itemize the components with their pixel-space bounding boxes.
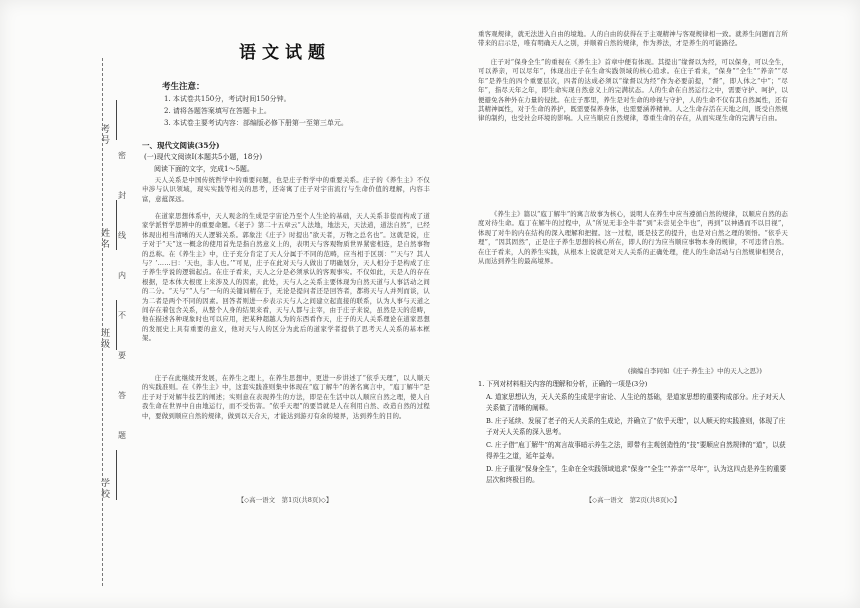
question-stem: 1. 下列对材料相关内容的理解和分析，正确的一项是(3分): [478, 380, 648, 388]
school-line: [116, 450, 117, 500]
source-citation: (摘编自李同如《庄子·养生主》中的天人之思》): [628, 367, 762, 375]
exam-number-label: 考号: [99, 124, 109, 146]
answer-option-c: C. 庄子借“庖丁解牛”的寓言故事暗示养生之法，即带有主观创造性的“技”要顺应自然规律的“道”，以获得养生之道，延年益寿。: [486, 441, 786, 460]
binding-margin: [0, 0, 128, 608]
page-footer: 【◇高一语文 第2页(共8页)◇】: [585, 496, 681, 504]
notice-item: 2. 请将各题答案填写在答题卡上。: [164, 107, 271, 115]
page-2-column: [478, 0, 788, 608]
answer-option-d: D. 庄子重视“保身全生”，生命在全实践领域追求“保身”“全生”“养亲”“尽年”，认为这四点是养生的重要层次和终极目的。: [486, 465, 787, 484]
exam-title: 语文试题: [239, 43, 331, 63]
class-line: [116, 300, 117, 350]
section-heading: 一、现代文阅读(35分): [142, 141, 220, 150]
page-1-column: [140, 0, 430, 608]
notice-heading: 考生注意：: [162, 82, 205, 92]
seal-char: 线: [118, 231, 126, 240]
instruction-text: 阅读下面的文字，完成1～5题。: [154, 165, 254, 173]
name-label: 姓名: [99, 228, 109, 250]
body-paragraph: 庄子在此继续开发展，在养生之理上，在养生思想中，更进一步讲述了“依乎天理”，以人顺天的实践准则。在《养生主》中，这套实践准则集中体现在“庖丁解牛”的著名寓言中，“庖丁解牛”是庄子对于对解牛技艺的阐述；实则意在表现养生的方法，即是在生活中以人顺应自然之理，使人自我生命在世界中自由地运行，而不受伤害。“依乎天理”的要旨就是人在利用自然、改造自然的过程中，要做到顺应自然的规律，做到以天合天，才能达到游刃有余的境界，达到养生的目的。: [142, 374, 430, 420]
body-paragraph: 在道家思想体系中，天人观念的生成是宇宙论乃至个人生论的基础，天人关系非偿而构成了道家学派哲学思辨中的重要命题。《老子》第二十五章云“人法地，地法天，天法道，道法自然”，已经体现出相当清晰的天人逻辑关系。郭象注《庄子》时提出“欲天者，万物之总名也”。这就是说，庄子对于“天”这一概念的使用首先是指自然意义上的，表明天与客观物质世界紧密相连，是自然事物的总称。在《养生主》中，庄子充分肯定了天人分属于不同的范畴，应当相于区别：“‘天与？其人与？’……曰：‘天也，非人也。’”可见，庄子在此对天与人做出了明确划分，天人相分于是构成了庄子养生学说的逻辑起点。在庄子看来，天人之分是必须承认的客观事实。不仅如此，天是人的存在根据，是本体大根度上来涉及人的因素，此处，天与人之关系主要体现为自然天道与人事活动之间的二分。“天与”“人与”一句的关键词精在于，无论是提问者还是回答者，都将天与人并列而谈，认为二者是两个不同的因素。回答者则进一步表示天与人之间建立起直接的联系，认为人事与天道之间存在着包含关系，从整个人身的结果来看，天与人都与主宰，由于庄子来说，虽然是天的范畴，他在描述各种现象时也可以应用，把某种超越人为的东西看作天，庄子的天人关系理论在道家思想的发展史上具有重要的意义，他对天与人的区分为此后的道家学者提供了思考天人关系的基本框架。: [142, 212, 430, 343]
body-paragraph: 天人关系是中国传统哲学中的重要问题，也是庄子哲学中的重要关系。庄子的《养生主》不仅申涉与认识领域，现实实践等相关的思考，还寄寓了庄子对宇宙流行与生命价值的理解，内容丰富，意蕴深远。: [142, 176, 430, 203]
seal-char: 内: [118, 271, 126, 280]
body-paragraph: 重客观规律，就无法进入自由的境地。人的自由的获得在于主观精神与客观规律相一致。就养生问题而言所带来的启示是，唯有明确天人之别，并顺着自然的规律，作为养法，才是养生的可能路径。: [478, 30, 788, 48]
page-footer: 【◇高一语文 第1页(共8页)◇】: [237, 496, 333, 504]
answer-option-a: A. 道家思想认为，天人关系的生成是宇宙论、人生论的基础，是道家思想的重要构成部分。庄子对天人关系做了清晰的阐释。: [486, 393, 786, 412]
body-paragraph: 《养生主》篇以“庖丁解牛”的寓言故事为核心，说明人在养生中应当遵循自然的规律，以顺应自然的态度对待生命。庖丁在解牛的过程中，从“所见无非全牛者”到“未尝见全牛也”，再到“以神遇而不以目视”，体现了对牛的内在结构的深入理解和把握。这一过程，既是技艺的提升，也是对自然之理的领悟。“依乎天理”，“因其固然”，正是庄子养生思想的核心所在，即人的行为应当顺应事物本身的规律，不可违背自然。在庄子看来，人的养生实践，从根本上说就是对天人关系的正确处理，使人的生命活动与自然规律相契合，从而达到养生的最高境界。: [478, 210, 788, 266]
seal-char: 要: [118, 351, 126, 360]
answer-option-b: B. 庄子延续、发展了老子的天人关系的生成论，并确立了“依乎天理”，以人顺天的实践准则，体现了庄子对天人关系的深入思考。: [486, 417, 786, 436]
notice-item: 3. 本试卷主要考试内容：部编版必修下册第一至第三单元。: [164, 119, 348, 127]
seal-char: 答: [118, 391, 126, 400]
seal-char: 封: [118, 191, 126, 200]
seal-line: [102, 58, 103, 586]
seal-char: 题: [118, 431, 126, 440]
notice-item: 1. 本试卷共150分，考试时间150分钟。: [164, 95, 291, 103]
name-line: [116, 200, 117, 250]
subsection-heading: (一)现代文阅读Ⅰ(本题共5小题，18分): [144, 153, 263, 161]
school-label: 学校: [99, 478, 109, 500]
body-paragraph: 庄子对“保身全生”的重视在《养生主》首章中便有体现。其提出“缘督以为经，可以保身，可以全生，可以养亲，可以尽年”，体现出庄子在生命实践领域的核心追求。在庄子看来，“保身”“全生”“养亲”“尽年”是养生的四个重要层次，四者的达成必须以“缘督以为经”作为必要前提，“督”，即人体之“中”；“尽年”，指尽天年之年，即生命实现自然意义上的完满状态。人的生命在自然运行之中，需要守护、呵护，以便避免各种外在力量的侵扰。在庄子那里，养生是对生命的珍视与守护，人的生命不仅有其自然属性，还有其精神属性，对于生命的养护，既需要保养身体，也需要涵养精神。人之生命存活在天地之间，既受自然规律的制约，也受社会环境的影响。人应当顺应自然规律，尊重生命的存在，从而实现生命的完满与自由。: [478, 58, 788, 123]
seal-char: 不: [118, 311, 126, 320]
seal-char: 密: [118, 151, 126, 160]
class-label: 班级: [99, 328, 109, 350]
exam-number-line: [116, 100, 117, 140]
